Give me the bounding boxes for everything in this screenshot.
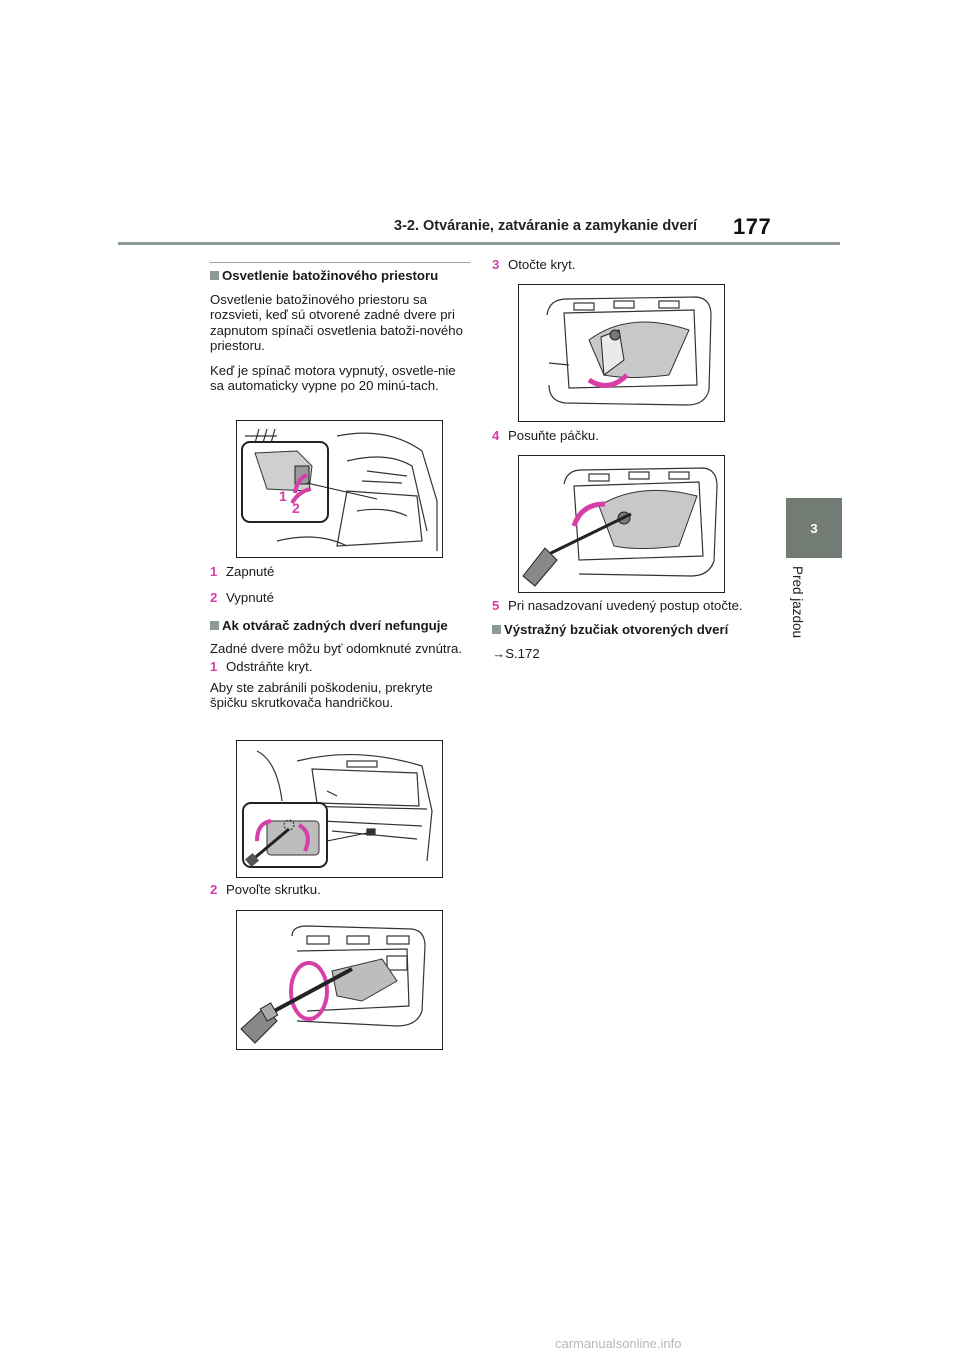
legend-item: 2 Vypnuté (210, 589, 274, 605)
step-2: 2 Povoľte skrutku. (210, 882, 321, 897)
step-4: 4 Posuňte páčku. (492, 428, 599, 443)
figure-drawing (237, 421, 442, 557)
paragraph-note: Aby ste zabránili poškodeniu, prekryte špičku skrutkovača handričkou. (210, 679, 433, 710)
paragraph: Zadné dvere môžu byť odomknuté zvnútra. (210, 640, 462, 656)
paragraph: Osvetlenie batožinového priestoru sa rozsvieti, keď sú otvorené zadné dvere pri zapnutom spínači osvetlenia batoži-nového priestoru. (210, 291, 463, 353)
page-reference-link[interactable]: →S.172 (492, 646, 540, 661)
section-rule (210, 262, 470, 263)
figure-label-1: 1 (279, 488, 287, 504)
section-title: 3-2. Otváranie, zatváranie a zamykanie dverí (394, 218, 698, 234)
section-heading-opener-fail: Ak otvárač zadných dverí nefunguje (210, 618, 470, 634)
step-1: 1 Odstráňte kryt. (210, 659, 313, 674)
square-bullet-icon (210, 271, 219, 280)
figure-drawing (519, 456, 724, 592)
figure-drawing (237, 911, 442, 1049)
figure-drawing (519, 285, 724, 421)
step-5: 5 Pri nasadzovaní uvedený postup otočte. (492, 598, 743, 613)
chapter-number: 3 (810, 520, 818, 536)
watermark: carmanualsonline.info (555, 1336, 682, 1351)
right-column-2 (492, 428, 752, 444)
figure-label-2: 2 (292, 500, 300, 516)
figure-slide-lever (518, 455, 725, 593)
chapter-tab[interactable] (786, 498, 842, 558)
right-column-3 (492, 598, 752, 662)
figure-rotate-cover (518, 284, 725, 422)
figure-remove-cover (236, 740, 443, 878)
left-column-2 (210, 564, 470, 711)
figure-drawing (237, 741, 442, 877)
square-bullet-icon (492, 625, 501, 634)
left-column-3 (210, 882, 470, 898)
left-column (210, 262, 470, 394)
section-heading-door-buzzer: Výstražný bzučiak otvorených dverí (492, 622, 752, 638)
figure-loosen-screw (236, 910, 443, 1050)
page-number: 177 (733, 214, 772, 239)
step-3: 3 Otočte kryt. (492, 257, 576, 272)
figure-luggage-light-switch (236, 420, 443, 558)
legend-item: 1 Zapnuté (210, 564, 275, 579)
paragraph: Keď je spínač motora vypnutý, osvetle-nie sa automaticky vypne po 20 minú-tach. (210, 362, 456, 393)
section-heading-luggage-light: Osvetlenie batožinového priestoru (210, 268, 470, 284)
header-rule (118, 242, 840, 245)
chapter-label: Pred jazdou (790, 566, 805, 639)
square-bullet-icon (210, 621, 219, 630)
right-column (492, 257, 752, 273)
